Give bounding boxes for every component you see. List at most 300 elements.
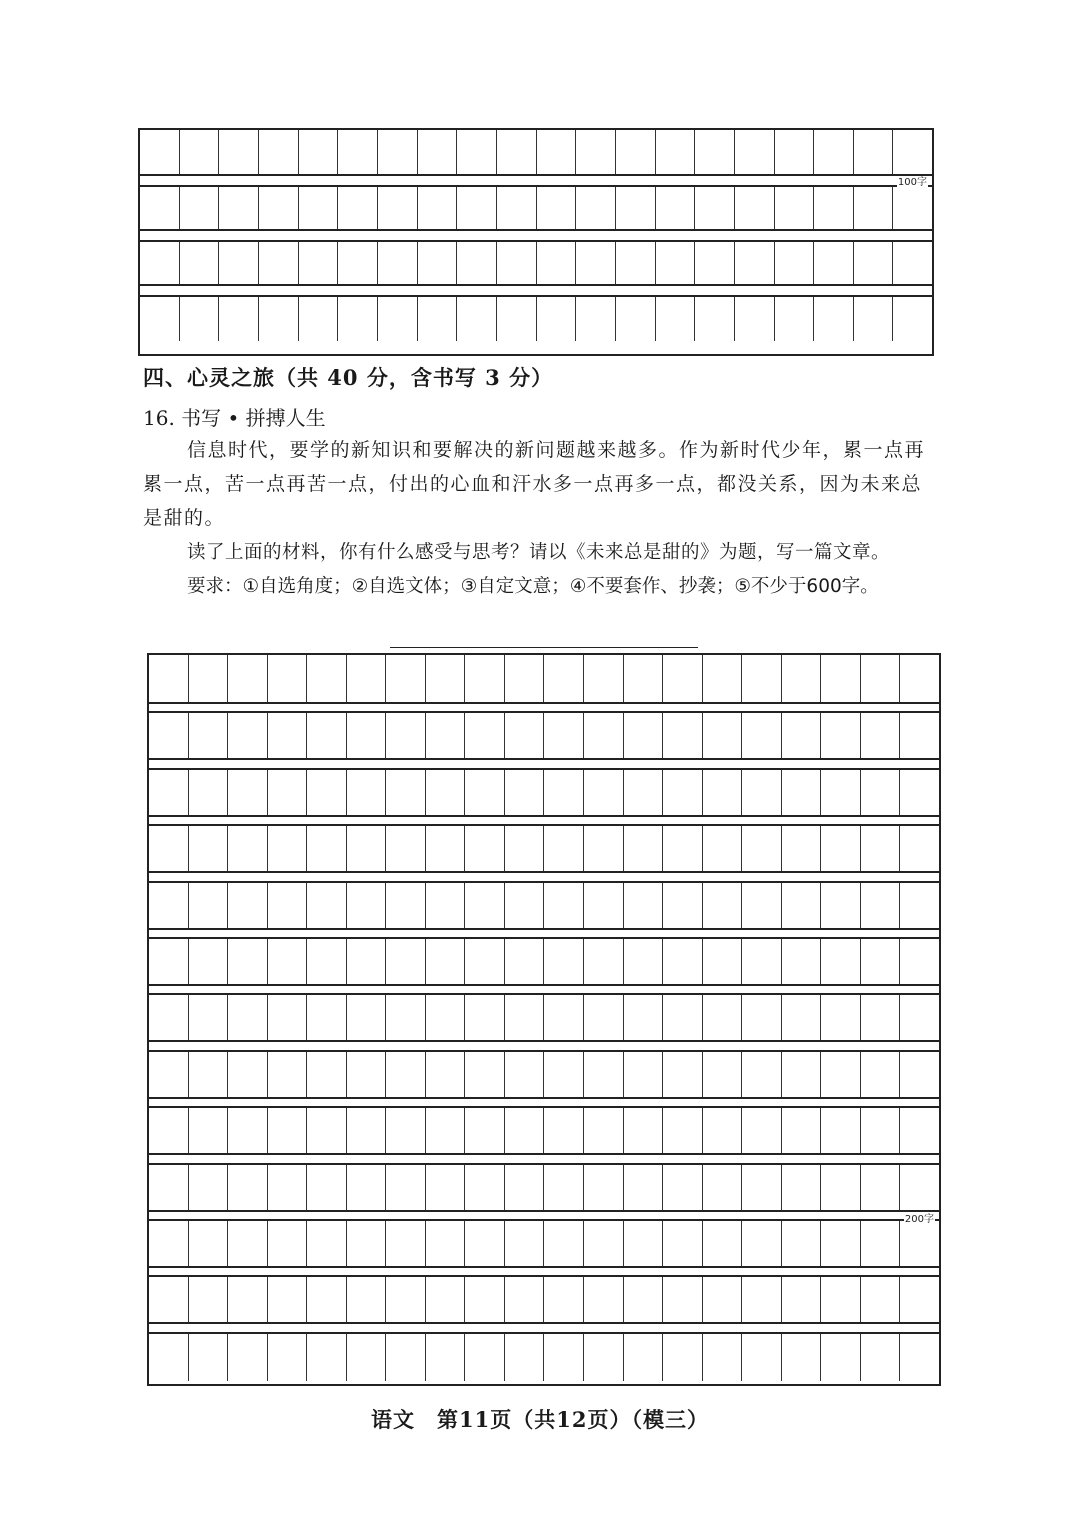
grid-cell[interactable] <box>505 1277 545 1322</box>
grid-cell[interactable] <box>900 1108 939 1153</box>
grid-cell[interactable] <box>347 1165 387 1210</box>
grid-cell[interactable] <box>703 1108 743 1153</box>
grid-cell[interactable] <box>386 713 426 758</box>
grid-cell[interactable] <box>180 242 220 284</box>
grid-cell[interactable] <box>386 883 426 928</box>
grid-cell[interactable] <box>893 242 932 284</box>
grid-cell[interactable] <box>584 939 624 984</box>
grid-cell[interactable] <box>505 826 545 871</box>
grid-cell[interactable] <box>821 883 861 928</box>
grid-cell[interactable] <box>140 297 180 341</box>
grid-cell[interactable] <box>465 713 505 758</box>
grid-cell[interactable] <box>268 883 308 928</box>
grid-cell[interactable] <box>742 883 782 928</box>
grid-cell[interactable] <box>259 187 299 229</box>
grid-cell[interactable] <box>259 297 299 341</box>
grid-cell[interactable] <box>426 826 466 871</box>
grid-cell[interactable] <box>544 713 584 758</box>
grid-cell[interactable] <box>465 1221 505 1266</box>
grid-cell[interactable] <box>268 713 308 758</box>
grid-cell[interactable] <box>663 1334 703 1381</box>
grid-cell[interactable] <box>814 297 854 341</box>
grid-cell[interactable] <box>742 1221 782 1266</box>
grid-cell[interactable] <box>742 655 782 702</box>
grid-cell[interactable] <box>378 297 418 341</box>
grid-cell[interactable] <box>386 995 426 1040</box>
grid-cell[interactable] <box>900 1334 939 1381</box>
grid-cell[interactable] <box>189 1334 229 1381</box>
grid-cell[interactable] <box>624 826 664 871</box>
grid-cell[interactable] <box>735 187 775 229</box>
grid-cell[interactable] <box>347 1052 387 1097</box>
grid-cell[interactable] <box>537 297 577 341</box>
grid-cell[interactable] <box>544 1108 584 1153</box>
grid-cell[interactable] <box>386 770 426 815</box>
grid-cell[interactable] <box>703 1221 743 1266</box>
grid-cell[interactable] <box>189 883 229 928</box>
grid-cell[interactable] <box>656 187 696 229</box>
grid-cell[interactable] <box>656 130 696 174</box>
grid-cell[interactable] <box>307 1334 347 1381</box>
grid-cell[interactable] <box>775 130 815 174</box>
grid-cell[interactable] <box>228 939 268 984</box>
grid-cell[interactable] <box>219 130 259 174</box>
grid-cell[interactable] <box>703 770 743 815</box>
grid-cell[interactable] <box>228 1221 268 1266</box>
grid-cell[interactable] <box>861 1334 901 1381</box>
grid-cell[interactable] <box>465 1165 505 1210</box>
grid-cell[interactable] <box>742 1165 782 1210</box>
grid-cell[interactable] <box>180 187 220 229</box>
grid-cell[interactable] <box>742 1277 782 1322</box>
grid-cell[interactable] <box>228 1108 268 1153</box>
grid-cell[interactable] <box>616 242 656 284</box>
grid-cell[interactable] <box>140 130 180 174</box>
grid-cell[interactable] <box>893 130 932 174</box>
grid-cell[interactable] <box>386 1108 426 1153</box>
grid-cell[interactable] <box>900 995 939 1040</box>
grid-cell[interactable] <box>347 995 387 1040</box>
grid-cell[interactable] <box>821 939 861 984</box>
grid-cell[interactable] <box>584 995 624 1040</box>
grid-cell[interactable] <box>149 883 189 928</box>
grid-cell[interactable] <box>861 1052 901 1097</box>
grid-cell[interactable] <box>544 655 584 702</box>
grid-cell[interactable] <box>347 713 387 758</box>
grid-cell[interactable] <box>189 1277 229 1322</box>
grid-cell[interactable] <box>537 130 577 174</box>
grid-cell[interactable] <box>821 1334 861 1381</box>
grid-cell[interactable] <box>149 1108 189 1153</box>
grid-cell[interactable] <box>505 1108 545 1153</box>
grid-cell[interactable] <box>576 130 616 174</box>
grid-cell[interactable] <box>426 655 466 702</box>
grid-cell[interactable] <box>228 826 268 871</box>
grid-cell[interactable] <box>347 1334 387 1381</box>
grid-cell[interactable] <box>386 826 426 871</box>
grid-cell[interactable] <box>426 939 466 984</box>
grid-cell[interactable] <box>782 1165 822 1210</box>
grid-cell[interactable] <box>544 1334 584 1381</box>
grid-cell[interactable] <box>782 1277 822 1322</box>
grid-cell[interactable] <box>821 1165 861 1210</box>
grid-cell[interactable] <box>505 655 545 702</box>
grid-cell[interactable] <box>299 130 339 174</box>
grid-cell[interactable] <box>426 1108 466 1153</box>
grid-cell[interactable] <box>219 297 259 341</box>
grid-cell[interactable] <box>861 1108 901 1153</box>
grid-cell[interactable] <box>307 1165 347 1210</box>
grid-cell[interactable] <box>537 242 577 284</box>
grid-cell[interactable] <box>426 1277 466 1322</box>
grid-cell[interactable] <box>347 770 387 815</box>
grid-cell[interactable] <box>742 770 782 815</box>
grid-cell[interactable] <box>228 1165 268 1210</box>
grid-cell[interactable] <box>457 297 497 341</box>
grid-cell[interactable] <box>299 187 339 229</box>
grid-cell[interactable] <box>149 655 189 702</box>
grid-cell[interactable] <box>663 1221 703 1266</box>
grid-cell[interactable] <box>219 187 259 229</box>
grid-cell[interactable] <box>544 1052 584 1097</box>
grid-cell[interactable] <box>814 130 854 174</box>
grid-cell[interactable] <box>861 1277 901 1322</box>
grid-cell[interactable] <box>663 770 703 815</box>
grid-cell[interactable] <box>695 242 735 284</box>
grid-cell[interactable] <box>814 187 854 229</box>
grid-cell[interactable] <box>624 1052 664 1097</box>
grid-cell[interactable] <box>140 242 180 284</box>
grid-cell[interactable] <box>584 1334 624 1381</box>
grid-cell[interactable] <box>149 1221 189 1266</box>
grid-cell[interactable] <box>663 1052 703 1097</box>
grid-cell[interactable] <box>338 130 378 174</box>
grid-cell[interactable] <box>900 826 939 871</box>
grid-cell[interactable] <box>189 1052 229 1097</box>
grid-cell[interactable] <box>418 242 458 284</box>
grid-cell[interactable] <box>465 1052 505 1097</box>
grid-cell[interactable] <box>624 995 664 1040</box>
grid-cell[interactable] <box>663 1165 703 1210</box>
grid-cell[interactable] <box>703 995 743 1040</box>
grid-cell[interactable] <box>861 1221 901 1266</box>
grid-cell[interactable] <box>180 297 220 341</box>
grid-cell[interactable] <box>505 995 545 1040</box>
grid-cell[interactable] <box>465 655 505 702</box>
grid-cell[interactable] <box>465 1277 505 1322</box>
grid-cell[interactable] <box>703 1334 743 1381</box>
grid-cell[interactable] <box>735 130 775 174</box>
grid-cell[interactable] <box>584 713 624 758</box>
grid-cell[interactable] <box>149 826 189 871</box>
grid-cell[interactable] <box>180 130 220 174</box>
grid-cell[interactable] <box>695 187 735 229</box>
grid-cell[interactable] <box>775 242 815 284</box>
grid-cell[interactable] <box>386 1221 426 1266</box>
grid-cell[interactable] <box>347 1108 387 1153</box>
grid-cell[interactable] <box>663 883 703 928</box>
grid-cell[interactable] <box>782 939 822 984</box>
grid-cell[interactable] <box>299 242 339 284</box>
grid-cell[interactable] <box>228 1052 268 1097</box>
grid-cell[interactable] <box>703 883 743 928</box>
grid-cell[interactable] <box>537 187 577 229</box>
grid-cell[interactable] <box>584 883 624 928</box>
grid-cell[interactable] <box>465 770 505 815</box>
grid-cell[interactable] <box>900 883 939 928</box>
grid-cell[interactable] <box>268 1052 308 1097</box>
grid-cell[interactable] <box>465 1108 505 1153</box>
grid-cell[interactable] <box>418 297 458 341</box>
grid-cell[interactable] <box>149 1052 189 1097</box>
grid-cell[interactable] <box>821 826 861 871</box>
grid-cell[interactable] <box>228 883 268 928</box>
grid-cell[interactable] <box>426 883 466 928</box>
grid-cell[interactable] <box>900 1221 939 1266</box>
grid-cell[interactable] <box>299 297 339 341</box>
grid-cell[interactable] <box>268 1108 308 1153</box>
grid-cell[interactable] <box>624 1221 664 1266</box>
grid-cell[interactable] <box>228 1334 268 1381</box>
grid-cell[interactable] <box>544 1165 584 1210</box>
grid-cell[interactable] <box>189 939 229 984</box>
grid-cell[interactable] <box>307 655 347 702</box>
grid-cell[interactable] <box>457 130 497 174</box>
grid-cell[interactable] <box>386 1165 426 1210</box>
grid-cell[interactable] <box>418 130 458 174</box>
grid-cell[interactable] <box>742 1108 782 1153</box>
grid-cell[interactable] <box>900 939 939 984</box>
grid-cell[interactable] <box>900 713 939 758</box>
grid-cell[interactable] <box>386 1052 426 1097</box>
grid-cell[interactable] <box>268 1277 308 1322</box>
grid-cell[interactable] <box>189 713 229 758</box>
grid-cell[interactable] <box>338 187 378 229</box>
grid-cell[interactable] <box>616 130 656 174</box>
grid-cell[interactable] <box>189 1221 229 1266</box>
grid-cell[interactable] <box>893 187 932 229</box>
grid-cell[interactable] <box>663 995 703 1040</box>
grid-cell[interactable] <box>900 770 939 815</box>
grid-cell[interactable] <box>821 770 861 815</box>
grid-cell[interactable] <box>663 1108 703 1153</box>
grid-cell[interactable] <box>505 1334 545 1381</box>
grid-cell[interactable] <box>505 883 545 928</box>
grid-cell[interactable] <box>268 655 308 702</box>
grid-cell[interactable] <box>854 297 894 341</box>
grid-cell[interactable] <box>347 883 387 928</box>
grid-cell[interactable] <box>497 242 537 284</box>
grid-cell[interactable] <box>347 1221 387 1266</box>
grid-cell[interactable] <box>347 939 387 984</box>
grid-cell[interactable] <box>624 1165 664 1210</box>
grid-cell[interactable] <box>465 939 505 984</box>
grid-cell[interactable] <box>695 130 735 174</box>
grid-cell[interactable] <box>426 1165 466 1210</box>
grid-cell[interactable] <box>854 242 894 284</box>
grid-cell[interactable] <box>861 770 901 815</box>
grid-cell[interactable] <box>782 995 822 1040</box>
grid-cell[interactable] <box>782 1052 822 1097</box>
grid-cell[interactable] <box>584 1277 624 1322</box>
grid-cell[interactable] <box>465 883 505 928</box>
grid-cell[interactable] <box>268 826 308 871</box>
grid-cell[interactable] <box>703 655 743 702</box>
grid-cell[interactable] <box>189 995 229 1040</box>
grid-cell[interactable] <box>228 713 268 758</box>
grid-cell[interactable] <box>656 297 696 341</box>
grid-cell[interactable] <box>268 1221 308 1266</box>
grid-cell[interactable] <box>228 1277 268 1322</box>
grid-cell[interactable] <box>378 130 418 174</box>
grid-cell[interactable] <box>307 883 347 928</box>
grid-cell[interactable] <box>742 1334 782 1381</box>
grid-cell[interactable] <box>426 1334 466 1381</box>
grid-cell[interactable] <box>821 713 861 758</box>
grid-cell[interactable] <box>268 770 308 815</box>
grid-cell[interactable] <box>742 713 782 758</box>
essay-title-line[interactable] <box>390 647 698 648</box>
grid-cell[interactable] <box>307 1277 347 1322</box>
grid-cell[interactable] <box>386 1277 426 1322</box>
grid-cell[interactable] <box>900 1277 939 1322</box>
grid-cell[interactable] <box>307 1052 347 1097</box>
grid-cell[interactable] <box>544 770 584 815</box>
grid-cell[interactable] <box>703 713 743 758</box>
grid-cell[interactable] <box>268 1165 308 1210</box>
grid-cell[interactable] <box>189 1165 229 1210</box>
grid-cell[interactable] <box>900 1052 939 1097</box>
grid-cell[interactable] <box>457 242 497 284</box>
grid-cell[interactable] <box>861 713 901 758</box>
grid-cell[interactable] <box>259 130 299 174</box>
grid-cell[interactable] <box>782 1221 822 1266</box>
grid-cell[interactable] <box>624 770 664 815</box>
grid-cell[interactable] <box>742 995 782 1040</box>
grid-cell[interactable] <box>576 187 616 229</box>
grid-cell[interactable] <box>268 995 308 1040</box>
grid-cell[interactable] <box>584 655 624 702</box>
grid-cell[interactable] <box>861 883 901 928</box>
grid-cell[interactable] <box>775 297 815 341</box>
grid-cell[interactable] <box>347 655 387 702</box>
grid-cell[interactable] <box>149 1277 189 1322</box>
grid-cell[interactable] <box>386 655 426 702</box>
grid-cell[interactable] <box>893 297 932 341</box>
grid-cell[interactable] <box>465 1334 505 1381</box>
grid-cell[interactable] <box>505 1221 545 1266</box>
grid-cell[interactable] <box>228 770 268 815</box>
grid-cell[interactable] <box>584 1108 624 1153</box>
grid-cell[interactable] <box>189 1108 229 1153</box>
grid-cell[interactable] <box>338 297 378 341</box>
grid-cell[interactable] <box>742 1052 782 1097</box>
grid-cell[interactable] <box>584 1165 624 1210</box>
grid-cell[interactable] <box>386 1334 426 1381</box>
grid-cell[interactable] <box>703 1277 743 1322</box>
grid-cell[interactable] <box>228 995 268 1040</box>
grid-cell[interactable] <box>616 297 656 341</box>
grid-cell[interactable] <box>861 826 901 871</box>
grid-cell[interactable] <box>378 242 418 284</box>
grid-cell[interactable] <box>782 655 822 702</box>
grid-cell[interactable] <box>505 939 545 984</box>
grid-cell[interactable] <box>426 1221 466 1266</box>
grid-cell[interactable] <box>663 826 703 871</box>
grid-cell[interactable] <box>307 770 347 815</box>
grid-cell[interactable] <box>624 1277 664 1322</box>
grid-cell[interactable] <box>338 242 378 284</box>
grid-cell[interactable] <box>584 1221 624 1266</box>
grid-cell[interactable] <box>307 995 347 1040</box>
grid-cell[interactable] <box>900 655 939 702</box>
grid-cell[interactable] <box>624 713 664 758</box>
grid-cell[interactable] <box>544 1277 584 1322</box>
grid-cell[interactable] <box>821 1277 861 1322</box>
grid-cell[interactable] <box>663 655 703 702</box>
grid-cell[interactable] <box>149 995 189 1040</box>
grid-cell[interactable] <box>735 242 775 284</box>
grid-cell[interactable] <box>584 826 624 871</box>
grid-cell[interactable] <box>418 187 458 229</box>
grid-cell[interactable] <box>782 770 822 815</box>
grid-cell[interactable] <box>703 939 743 984</box>
grid-cell[interactable] <box>347 826 387 871</box>
grid-cell[interactable] <box>861 995 901 1040</box>
grid-cell[interactable] <box>189 770 229 815</box>
grid-cell[interactable] <box>307 1108 347 1153</box>
grid-cell[interactable] <box>616 187 656 229</box>
grid-cell[interactable] <box>426 770 466 815</box>
grid-cell[interactable] <box>624 883 664 928</box>
grid-cell[interactable] <box>307 826 347 871</box>
answer-grid-main[interactable] <box>147 653 941 1386</box>
grid-cell[interactable] <box>307 1221 347 1266</box>
grid-cell[interactable] <box>861 939 901 984</box>
grid-cell[interactable] <box>624 1108 664 1153</box>
grid-cell[interactable] <box>695 297 735 341</box>
grid-cell[interactable] <box>861 655 901 702</box>
grid-cell[interactable] <box>505 1052 545 1097</box>
grid-cell[interactable] <box>505 770 545 815</box>
grid-cell[interactable] <box>821 1108 861 1153</box>
grid-cell[interactable] <box>505 1165 545 1210</box>
grid-cell[interactable] <box>821 995 861 1040</box>
grid-cell[interactable] <box>782 1334 822 1381</box>
grid-cell[interactable] <box>544 883 584 928</box>
grid-cell[interactable] <box>497 297 537 341</box>
grid-cell[interactable] <box>624 1334 664 1381</box>
grid-cell[interactable] <box>663 713 703 758</box>
grid-cell[interactable] <box>544 995 584 1040</box>
grid-cell[interactable] <box>386 939 426 984</box>
grid-cell[interactable] <box>426 713 466 758</box>
grid-cell[interactable] <box>821 655 861 702</box>
grid-cell[interactable] <box>219 242 259 284</box>
grid-cell[interactable] <box>189 826 229 871</box>
grid-cell[interactable] <box>544 1221 584 1266</box>
grid-cell[interactable] <box>307 939 347 984</box>
grid-cell[interactable] <box>426 1052 466 1097</box>
grid-cell[interactable] <box>584 770 624 815</box>
grid-cell[interactable] <box>149 1165 189 1210</box>
grid-cell[interactable] <box>465 995 505 1040</box>
grid-cell[interactable] <box>735 297 775 341</box>
grid-cell[interactable] <box>775 187 815 229</box>
grid-cell[interactable] <box>140 187 180 229</box>
grid-cell[interactable] <box>268 939 308 984</box>
grid-cell[interactable] <box>149 939 189 984</box>
